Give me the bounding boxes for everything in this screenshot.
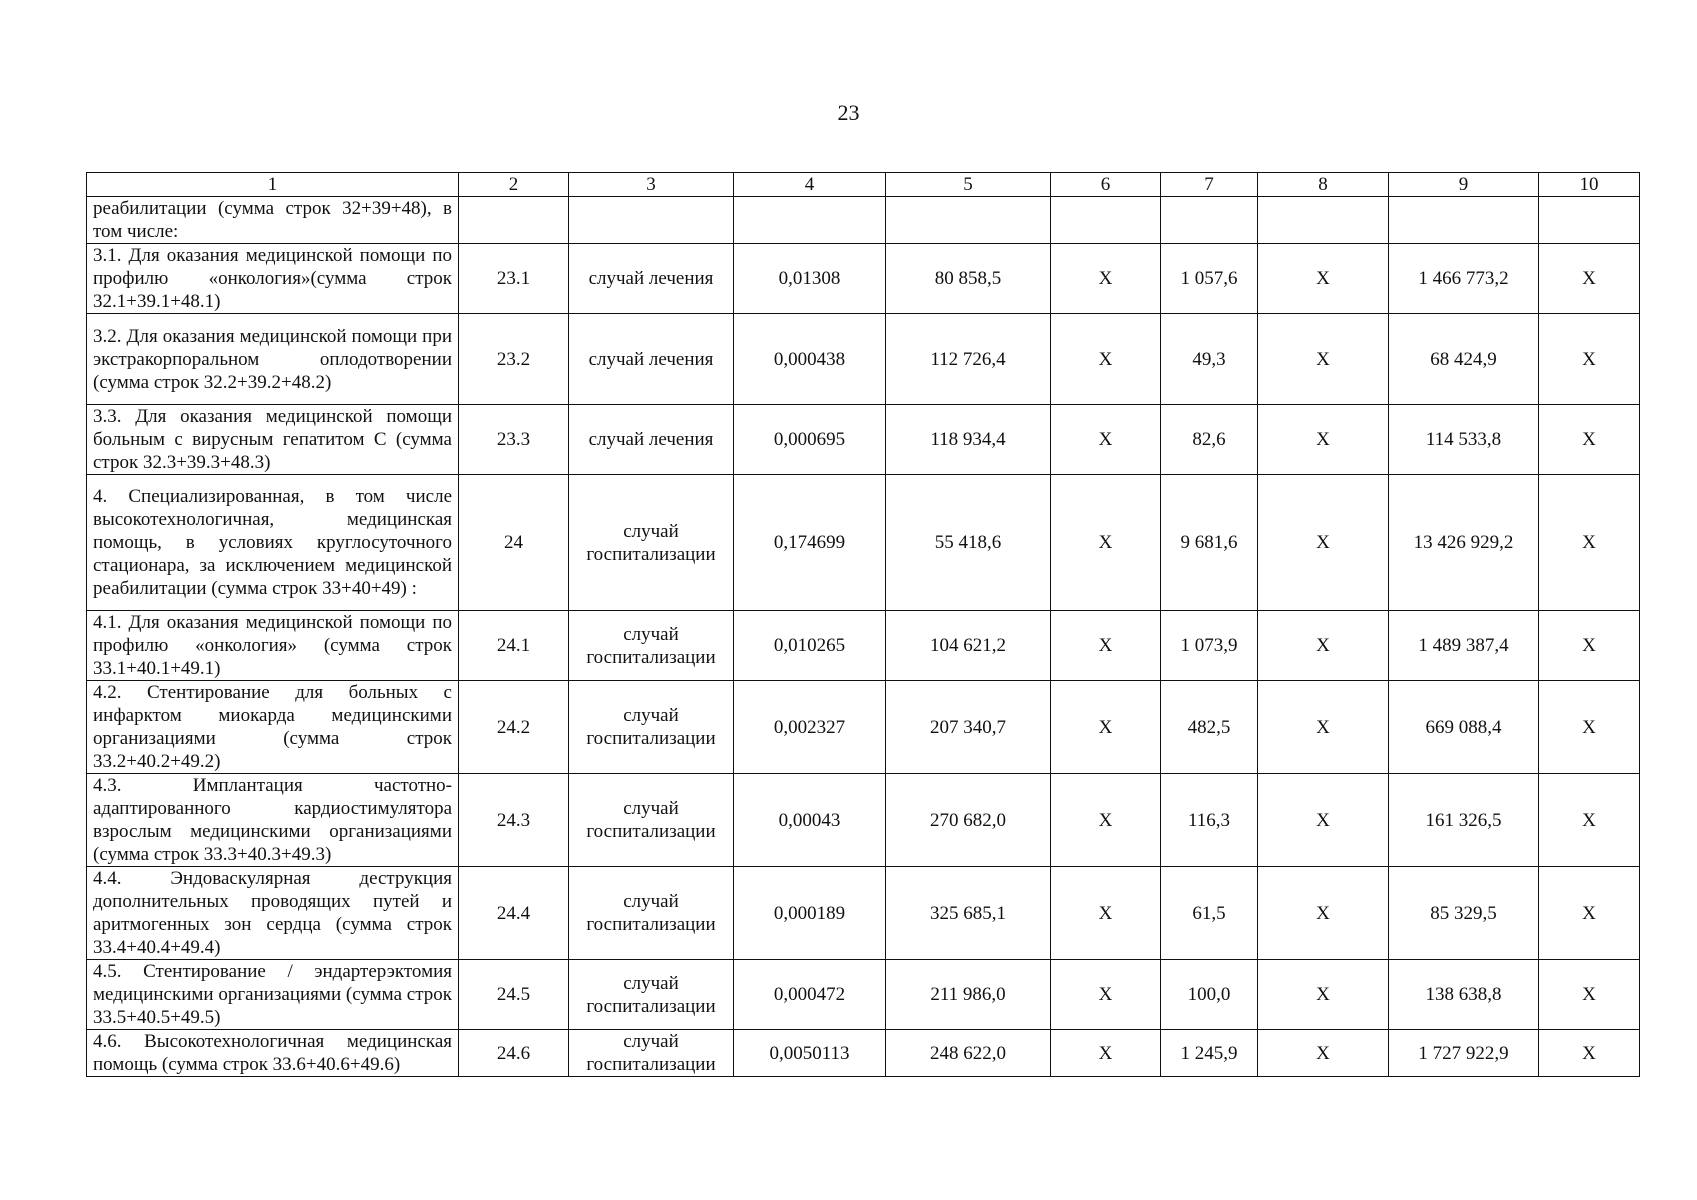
col7-cell: 116,3 (1161, 774, 1258, 867)
col6-cell: X (1051, 867, 1161, 960)
row-code-cell: 24 (459, 475, 569, 611)
col6-cell: X (1051, 960, 1161, 1030)
column-header: 10 (1539, 173, 1640, 197)
col6-cell: X (1051, 681, 1161, 774)
indicator-name-cell: 4.6. Высокотехнологичная медицинская помощь (сумма строк 33.6+40.6+49.6) (87, 1030, 459, 1077)
unit-cell (569, 197, 734, 244)
col8-cell (1258, 197, 1389, 244)
col9-cell: 1 727 922,9 (1389, 1030, 1539, 1077)
indicator-name-cell: 4.2. Стентирование для больных с инфарктом миокарда медицинскими организациями (сумма строк 33.2+40.2+49.2) (87, 681, 459, 774)
table-row (87, 1030, 1640, 1077)
col10-cell: X (1539, 475, 1640, 611)
col10-cell: X (1539, 1030, 1640, 1077)
header-row (87, 173, 1640, 197)
indicator-name-cell: 4.3. Имплантация частотно-адаптированного кардиостимулятора взрослым медицинскими организациями (сумма строк 33.3+40.3+49.3) (87, 774, 459, 867)
cost-cell: 80 858,5 (886, 244, 1051, 314)
col7-cell: 9 681,6 (1161, 475, 1258, 611)
col7-cell: 482,5 (1161, 681, 1258, 774)
col9-cell (1389, 197, 1539, 244)
row-code-cell: 24.3 (459, 774, 569, 867)
norm-cell (734, 197, 886, 244)
table-row (87, 681, 1640, 774)
norm-cell: 0,010265 (734, 611, 886, 681)
row-code-cell: 23.3 (459, 405, 569, 475)
cost-cell: 325 685,1 (886, 867, 1051, 960)
cost-cell: 211 986,0 (886, 960, 1051, 1030)
cost-cell: 104 621,2 (886, 611, 1051, 681)
col6-cell: X (1051, 244, 1161, 314)
norm-cell: 0,000695 (734, 405, 886, 475)
cost-cell: 270 682,0 (886, 774, 1051, 867)
column-header: 7 (1161, 173, 1258, 197)
col6-cell: X (1051, 611, 1161, 681)
indicator-name-cell: 3.1. Для оказания медицинской помощи по профилю «онкология»(сумма строк 32.1+39.1+48.1) (87, 244, 459, 314)
table-body (87, 197, 1640, 1077)
indicator-name-cell: 3.3. Для оказания медицинской помощи больным с вирусным гепатитом С (сумма строк 32.3+39.3+48.3) (87, 405, 459, 475)
col8-cell: X (1258, 681, 1389, 774)
data-table (86, 172, 1640, 1077)
col6-cell: X (1051, 475, 1161, 611)
col10-cell: X (1539, 244, 1640, 314)
unit-cell: случай лечения (569, 244, 734, 314)
row-code-cell: 24.1 (459, 611, 569, 681)
cost-cell: 118 934,4 (886, 405, 1051, 475)
col8-cell: X (1258, 960, 1389, 1030)
col7-cell (1161, 197, 1258, 244)
col8-cell: X (1258, 867, 1389, 960)
indicator-name-cell: 4. Специализированная, в том числе высокотехнологичная, медицинская помощь, в условиях круглосуточного стационара, за исключением медицинской реабилитации (сумма строк 33+40+49) : (87, 475, 459, 611)
table-row (87, 611, 1640, 681)
col10-cell: X (1539, 960, 1640, 1030)
col9-cell: 68 424,9 (1389, 314, 1539, 405)
norm-cell: 0,01308 (734, 244, 886, 314)
norm-cell: 0,000189 (734, 867, 886, 960)
col7-cell: 49,3 (1161, 314, 1258, 405)
row-code-cell: 24.2 (459, 681, 569, 774)
col6-cell: X (1051, 774, 1161, 867)
col6-cell: X (1051, 405, 1161, 475)
unit-cell: случай госпитализации (569, 475, 734, 611)
norm-cell: 0,000438 (734, 314, 886, 405)
col8-cell: X (1258, 244, 1389, 314)
cost-cell: 248 622,0 (886, 1030, 1051, 1077)
table-row (87, 314, 1640, 405)
unit-cell: случай госпитализации (569, 774, 734, 867)
column-header: 2 (459, 173, 569, 197)
table-row (87, 774, 1640, 867)
col10-cell: X (1539, 867, 1640, 960)
col10-cell: X (1539, 774, 1640, 867)
col6-cell: X (1051, 314, 1161, 405)
col8-cell: X (1258, 611, 1389, 681)
column-header: 3 (569, 173, 734, 197)
col10-cell: X (1539, 611, 1640, 681)
col10-cell: X (1539, 405, 1640, 475)
cost-cell: 207 340,7 (886, 681, 1051, 774)
table-row (87, 960, 1640, 1030)
col9-cell: 1 489 387,4 (1389, 611, 1539, 681)
page-number: 23 (837, 100, 860, 125)
column-header: 9 (1389, 173, 1539, 197)
cost-cell: 112 726,4 (886, 314, 1051, 405)
row-code-cell: 23.1 (459, 244, 569, 314)
col10-cell (1539, 197, 1640, 244)
col7-cell: 61,5 (1161, 867, 1258, 960)
norm-cell: 0,000472 (734, 960, 886, 1030)
col9-cell: 85 329,5 (1389, 867, 1539, 960)
table-row (87, 197, 1640, 244)
col6-cell (1051, 197, 1161, 244)
column-header: 5 (886, 173, 1051, 197)
indicator-name-cell: 3.2. Для оказания медицинской помощи при экстракорпоральном оплодотворении (сумма строк 32.2+39.2+48.2) (87, 314, 459, 405)
table-row (87, 405, 1640, 475)
row-code-cell: 23.2 (459, 314, 569, 405)
col10-cell: X (1539, 314, 1640, 405)
col9-cell: 669 088,4 (1389, 681, 1539, 774)
indicator-name-cell: 4.1. Для оказания медицинской помощи по профилю «онкология» (сумма строк 33.1+40.1+49.1) (87, 611, 459, 681)
col7-cell: 82,6 (1161, 405, 1258, 475)
row-code-cell: 24.6 (459, 1030, 569, 1077)
col9-cell: 1 466 773,2 (1389, 244, 1539, 314)
table-row (87, 475, 1640, 611)
indicator-name-cell: 4.5. Стентирование / эндартерэктомия медицинскими организациями (сумма строк 33.5+40.5+49.5) (87, 960, 459, 1030)
col9-cell: 161 326,5 (1389, 774, 1539, 867)
col8-cell: X (1258, 405, 1389, 475)
norm-cell: 0,174699 (734, 475, 886, 611)
col8-cell: X (1258, 1030, 1389, 1077)
column-header: 1 (87, 173, 459, 197)
row-code-cell: 24.5 (459, 960, 569, 1030)
column-header: 8 (1258, 173, 1389, 197)
unit-cell: случай лечения (569, 405, 734, 475)
unit-cell: случай госпитализации (569, 611, 734, 681)
unit-cell: случай госпитализации (569, 681, 734, 774)
table-row (87, 244, 1640, 314)
col7-cell: 1 073,9 (1161, 611, 1258, 681)
col8-cell: X (1258, 774, 1389, 867)
col7-cell: 1 057,6 (1161, 244, 1258, 314)
table-row (87, 867, 1640, 960)
indicator-name-cell: 4.4. Эндоваскулярная деструкция дополнительных проводящих путей и аритмогенных зон сердца (сумма строк 33.4+40.4+49.4) (87, 867, 459, 960)
unit-cell: случай госпитализации (569, 960, 734, 1030)
indicator-name-cell: реабилитации (сумма строк 32+39+48), в том числе: (87, 197, 459, 244)
norm-cell: 0,002327 (734, 681, 886, 774)
unit-cell: случай лечения (569, 314, 734, 405)
column-header: 6 (1051, 173, 1161, 197)
norm-cell: 0,0050113 (734, 1030, 886, 1077)
col8-cell: X (1258, 314, 1389, 405)
col7-cell: 1 245,9 (1161, 1030, 1258, 1077)
row-code-cell: 24.4 (459, 867, 569, 960)
col9-cell: 114 533,8 (1389, 405, 1539, 475)
row-code-cell (459, 197, 569, 244)
cost-cell (886, 197, 1051, 244)
col9-cell: 138 638,8 (1389, 960, 1539, 1030)
unit-cell: случай госпитализации (569, 1030, 734, 1077)
col9-cell: 13 426 929,2 (1389, 475, 1539, 611)
column-header: 4 (734, 173, 886, 197)
norm-cell: 0,00043 (734, 774, 886, 867)
unit-cell: случай госпитализации (569, 867, 734, 960)
cost-cell: 55 418,6 (886, 475, 1051, 611)
col7-cell: 100,0 (1161, 960, 1258, 1030)
col10-cell: X (1539, 681, 1640, 774)
col6-cell: X (1051, 1030, 1161, 1077)
col8-cell: X (1258, 475, 1389, 611)
